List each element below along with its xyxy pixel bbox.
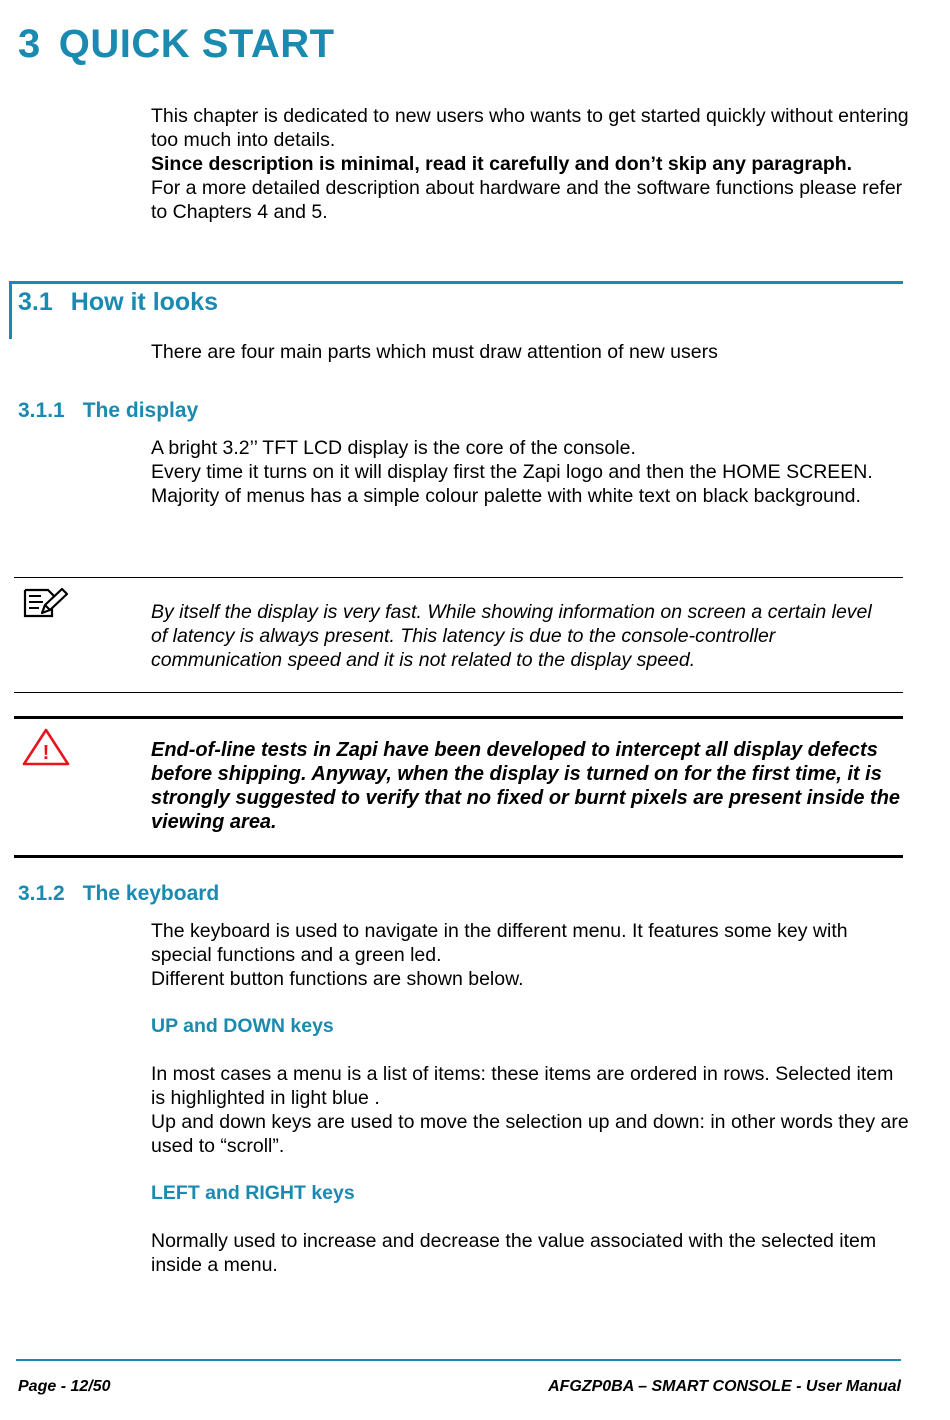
footer-rule (16, 1359, 901, 1361)
note-rule-top (14, 577, 903, 578)
intro-paragraph: For a more detailed description about hardware and the software functions please refer to Chapters 4 and 5. (151, 177, 903, 223)
subsection-title-text: The display (82, 399, 199, 422)
display-paragraph: Majority of menus has a simple colour palette with white text on black background. (151, 485, 861, 507)
display-paragraph: A bright 3.2’’ TFT LCD display is the core of the console. (151, 437, 636, 459)
section-title (18, 288, 218, 317)
subsection-number: 3.1.2 (18, 882, 65, 905)
leftright-keys-title: LEFT and RIGHT keys (151, 1182, 355, 1204)
chapter-number: 3 (18, 22, 41, 66)
updown-paragraph: Up and down keys are used to move the selection up and down: in other words they are used to “scroll”. (151, 1111, 909, 1157)
subsection-title-text: The keyboard (82, 882, 220, 905)
subsection-title-display (18, 399, 198, 423)
note-rule-bottom (14, 692, 903, 693)
updown-paragraph: In most cases a menu is a list of items: these items are ordered in rows. Selected item is highlighted in light blue . (151, 1063, 894, 1109)
display-description (151, 436, 911, 508)
subsection-title-keyboard (18, 882, 219, 906)
updown-keys-description (151, 1062, 911, 1158)
subsection-number: 3.1.1 (18, 399, 65, 422)
warning-exclamation: ! (42, 742, 50, 764)
warning-text: End-of-line tests in Zapi have been developed to intercept all display defects before shipping. Anyway, when the display is turned on for the first time, it is strongly suggested to verify that no fixed or burnt pixels are present inside the viewing area. (151, 739, 901, 833)
leftright-paragraph: Normally used to increase and decrease the value associated with the selected item inside a menu. (151, 1230, 877, 1276)
note-text: By itself the display is very fast. While showing information on screen a certain level of latency is always present. This latency is due to the console-controller communication speed and it is not related to the display speed. (151, 601, 872, 671)
page-number: Page - 12/50 (18, 1378, 111, 1395)
keyboard-paragraph: Different button functions are shown below. (151, 968, 524, 990)
section-intro: There are four main parts which must draw attention of new users (151, 341, 718, 363)
document-title: AFGZP0BA – SMART CONSOLE - User Manual (548, 1378, 901, 1395)
display-paragraph: Every time it turns on it will display first the Zapi logo and then the HOME SCREEN. (151, 461, 873, 483)
warning-triangle-icon (21, 727, 71, 772)
chapter-title-text: QUICK START (58, 22, 335, 66)
section-number: 3.1 (18, 288, 53, 316)
section-title-text: How it looks (70, 288, 218, 316)
leftright-keys-description (151, 1229, 911, 1277)
section-rule-left (9, 281, 12, 339)
warning-rule-top (14, 716, 903, 719)
intro-paragraph: This chapter is dedicated to new users who wants to get started quickly without entering too much into details. (151, 105, 909, 151)
chapter-intro (151, 104, 911, 224)
updown-keys-title: UP and DOWN keys (151, 1015, 334, 1037)
section-rule (10, 281, 903, 284)
warning-rule-bottom (14, 855, 903, 858)
keyboard-paragraph: The keyboard is used to navigate in the different menu. It features some key with special functions and a green led. (151, 920, 848, 966)
intro-emphasis: Since description is minimal, read it carefully and don’t skip any paragraph. (151, 153, 853, 175)
keyboard-description (151, 919, 911, 991)
note-pencil-icon (22, 586, 70, 625)
chapter-title (18, 22, 335, 67)
